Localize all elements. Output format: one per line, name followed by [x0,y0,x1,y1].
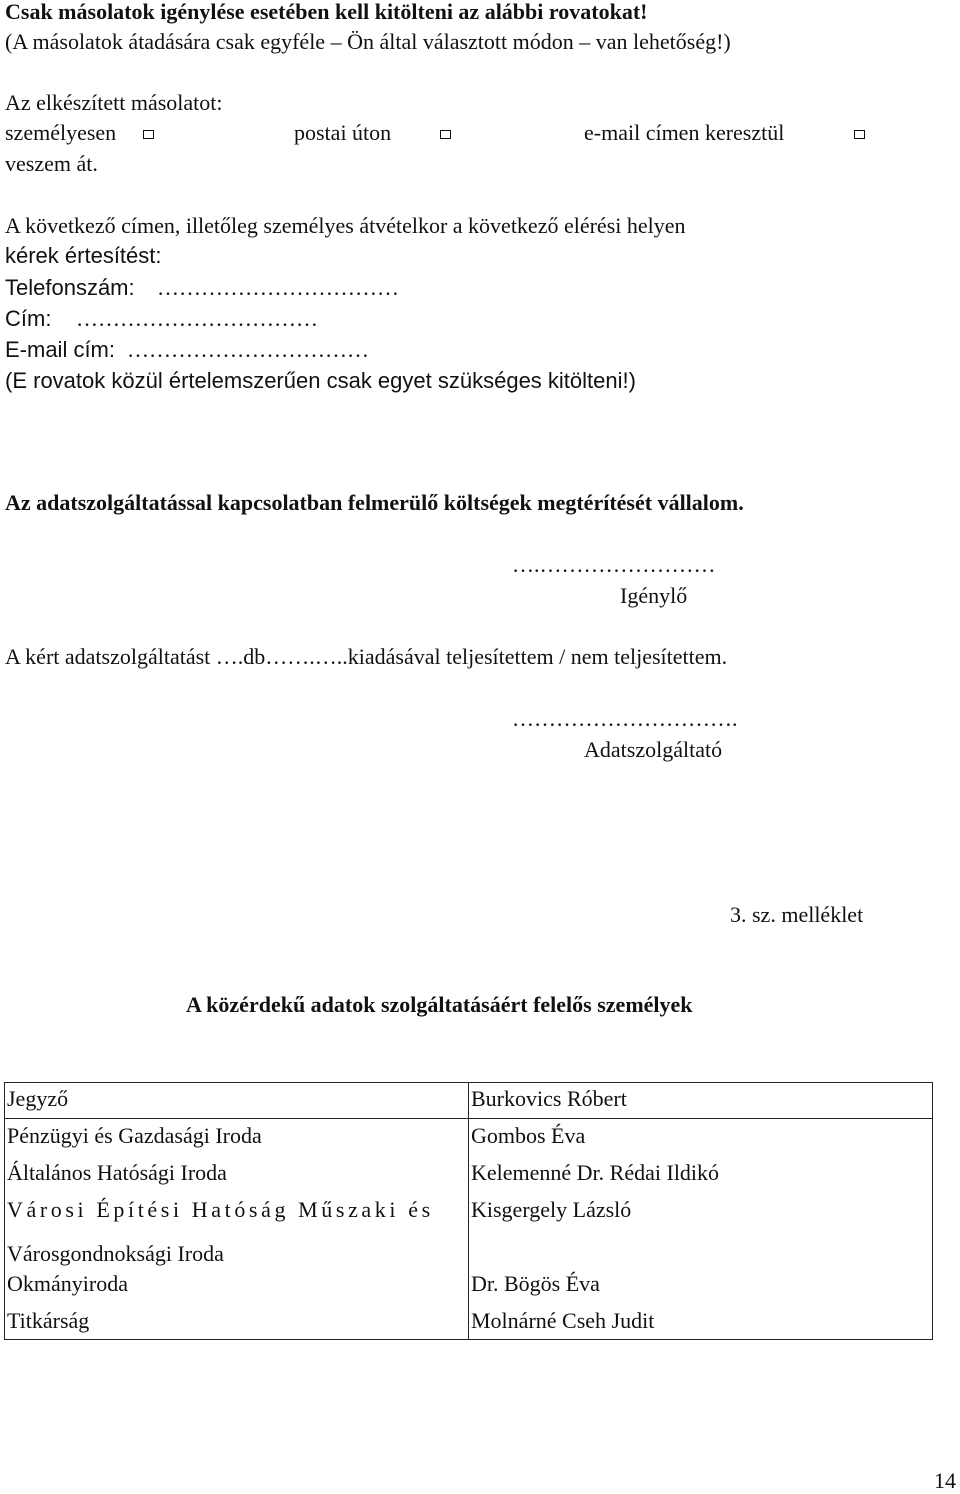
table-cell-person: Kisgergely Lázsló [471,1197,632,1222]
email-label: E-mail cím: [5,337,115,362]
responsible-persons-table [4,1082,933,1340]
requester-signature-line: ….…………………… [512,552,716,577]
page-number: 14 [934,1468,956,1493]
table-cell-person: Kelemenné Dr. Rédai Ildikó [471,1160,720,1185]
table-cell-unit: Városi Építési Hatóság Műszaki és [7,1197,434,1222]
table-title: A közérdekű adatok szolgáltatásáért felelős személyek [186,992,693,1017]
table-cell-person: Gombos Éva [471,1123,586,1148]
table-header-divider [5,1118,932,1119]
intro-heading: Csak másolatok igénylése esetében kell kitölteni az alábbi rovatokat! [5,0,648,24]
costs-statement: Az adatszolgáltatással kapcsolatban felmerülő költségek megtérítését vállalom. [5,490,744,515]
option-post-checkbox[interactable] [440,130,451,139]
option-email-label: e-mail címen keresztül [584,120,785,145]
table-cell-unit: Titkárság [7,1308,90,1333]
notify-line-2: kérek értesítést: [5,243,162,268]
table-cell-unit: Pénzügyi és Gazdasági Iroda [7,1123,262,1148]
delivery-suffix: veszem át. [5,151,98,176]
intro-note: (A másolatok átadására csak egyféle – Ön által választott módon – van lehetőség!) [5,29,731,54]
phone-label: Telefonszám: [5,275,135,300]
table-cell-unit: Okmányiroda [7,1271,128,1296]
option-personal-checkbox[interactable] [143,130,154,139]
table-cell-unit: Általános Hatósági Iroda [7,1160,227,1185]
option-email-checkbox[interactable] [854,130,865,139]
table-cell-person: Molnárné Cseh Judit [471,1308,655,1333]
provider-signature-line: …………………………. [512,706,738,731]
address-label: Cím: [5,306,52,331]
table-cell-unit-continued: Városgondnoksági Iroda [7,1241,224,1266]
address-field[interactable]: …………………………… [76,306,318,331]
option-personal-label: személyesen [5,120,117,145]
provider-label: Adatszolgáltató [584,737,723,762]
table-cell-person: Burkovics Róbert [471,1086,627,1111]
requester-label: Igénylő [620,583,688,608]
phone-field[interactable]: …………………………… [157,275,399,300]
notify-note: (E rovatok közül értelemszerűen csak egyet szükséges kitölteni!) [5,368,636,393]
table-cell-person: Dr. Bögös Éva [471,1271,600,1296]
table-cell-unit: Jegyző [7,1086,69,1111]
appendix-label: 3. sz. melléklet [730,902,864,927]
delivery-label: Az elkészített másolatot: [5,90,223,115]
notify-line-1: A következő címen, illetőleg személyes átvételkor a következő elérési helyen [5,213,686,238]
email-field[interactable]: …………………………… [127,337,369,362]
option-post-label: postai úton [294,120,392,145]
table-column-divider [468,1083,469,1339]
fulfilment-statement: A kért adatszolgáltatást ….db…….…..kiadásával teljesítettem / nem teljesítettem. [5,644,728,669]
